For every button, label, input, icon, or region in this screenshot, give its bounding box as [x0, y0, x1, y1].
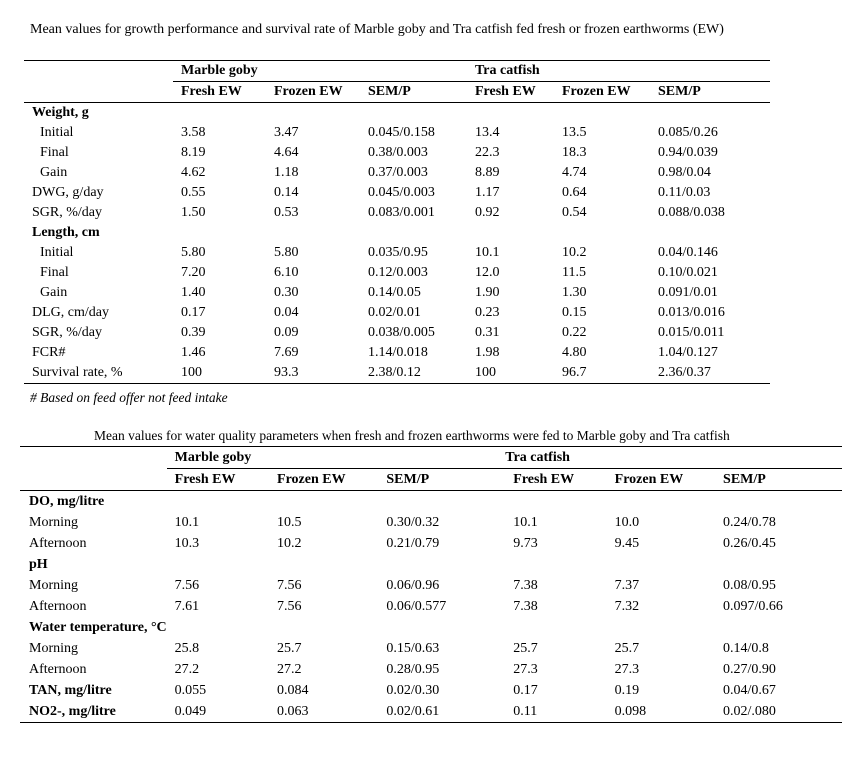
section-label: Length, cm: [32, 225, 100, 240]
table-cell: 0.15/0.63: [386, 641, 440, 656]
table-row: [24, 263, 770, 283]
group-header-marble-goby: Marble goby: [173, 61, 475, 82]
table-cell: 0.15: [562, 305, 587, 320]
table-cell: 0.31: [475, 325, 500, 340]
table-row: [24, 363, 770, 384]
table-cell: 7.20: [181, 265, 206, 280]
row-label: Afternoon: [29, 536, 87, 551]
empty-cell: [475, 223, 562, 243]
table-cell: 27.2: [174, 662, 200, 677]
section-label: pH: [29, 557, 48, 572]
table-cell: 0.10/0.021: [658, 265, 718, 280]
table-cell: 7.32: [614, 599, 640, 614]
table-cell: 0.097/0.66: [723, 599, 783, 614]
table-cell: 0.02/0.30: [386, 683, 440, 698]
table-cell: 96.7: [562, 363, 658, 384]
table-row: [24, 343, 770, 363]
table-cell: 7.56: [277, 599, 302, 614]
table-cell: 27.3: [614, 662, 640, 677]
row-label: Final: [40, 145, 69, 160]
table-cell: 0.38/0.003: [368, 145, 428, 160]
table-cell: 5.80: [274, 245, 299, 260]
section-row: [20, 617, 842, 638]
table-cell: 0.92: [475, 205, 500, 220]
table-cell: 0.02/0.01: [368, 305, 421, 320]
table-cell: 2.38/0.12: [360, 363, 475, 384]
col-header: Frozen EW: [607, 469, 715, 491]
table-cell: 0.64: [562, 185, 587, 200]
section-label: Weight, g: [32, 105, 89, 120]
table-cell: 18.3: [562, 145, 587, 160]
empty-cell: [269, 617, 378, 638]
col-header: SEM/P: [378, 469, 505, 491]
col-header: SEM/P: [658, 82, 770, 103]
row-label: DLG, cm/day: [32, 305, 109, 320]
table-cell: 10.2: [562, 245, 587, 260]
table-cell: 0.083/0.001: [368, 205, 435, 220]
section-label: DO, mg/litre: [29, 494, 105, 509]
table-cell: 4.64: [274, 145, 299, 160]
row-label: Survival rate, %: [24, 363, 173, 384]
row-label: FCR#: [32, 345, 66, 360]
empty-cell: [715, 491, 842, 513]
table-cell: 1.98: [475, 345, 500, 360]
table-row: [20, 659, 842, 680]
empty-cell: [378, 617, 505, 638]
section-row: [24, 223, 770, 243]
table-cell: 0.035/0.95: [368, 245, 428, 260]
table-row: [20, 533, 842, 554]
table-row: [24, 183, 770, 203]
table-cell: 0.085/0.26: [658, 125, 718, 140]
table-cell: 10.0: [614, 515, 640, 530]
empty-cell: [658, 223, 770, 243]
empty-cell: [266, 103, 360, 124]
table-cell: 8.89: [475, 165, 500, 180]
table-cell: 0.14/0.8: [723, 641, 769, 656]
table-cell: 0.02/.080: [715, 701, 842, 723]
table-row: [20, 680, 842, 701]
group-header-tra-catfish: Tra catfish: [505, 447, 842, 469]
table-cell: 9.45: [614, 536, 640, 551]
table-cell: 0.02/0.61: [378, 701, 505, 723]
table2-caption: Mean values for water quality parameters when fresh and frozen earthworms were fed to Marble goby and Tra catfish: [94, 428, 730, 443]
table-cell: 0.04/0.67: [723, 683, 776, 698]
table-cell: 4.80: [562, 345, 587, 360]
empty-cell: [475, 103, 562, 124]
table-cell: 22.3: [475, 145, 500, 160]
row-label: Initial: [40, 245, 74, 260]
table-cell: 0.94/0.039: [658, 145, 718, 160]
empty-cell: [562, 103, 658, 124]
table-cell: 0.54: [562, 205, 587, 220]
table-cell: 0.06/0.577: [386, 599, 447, 614]
table-cell: 1.17: [475, 185, 500, 200]
table-cell: 0.28/0.95: [386, 662, 440, 677]
empty-cell: [269, 491, 378, 513]
table1-footnote: # Based on feed offer not feed intake: [30, 390, 228, 405]
table-cell: 0.04/0.146: [658, 245, 718, 260]
table-cell: 3.58: [181, 125, 206, 140]
table-cell: 100: [173, 363, 266, 384]
table-cell: 0.06/0.96: [386, 578, 440, 593]
table-cell: 1.50: [181, 205, 206, 220]
table-row: [24, 323, 770, 343]
section-row: [20, 554, 842, 575]
col-header: Frozen EW: [266, 82, 360, 103]
row-label: TAN, mg/litre: [29, 683, 112, 698]
table-cell: 0.038/0.005: [368, 325, 435, 340]
row-label: Initial: [40, 125, 74, 140]
row-label: Gain: [40, 165, 68, 180]
table-cell: 3.47: [274, 125, 299, 140]
empty-cell: [658, 103, 770, 124]
empty-cell: [360, 103, 475, 124]
table-cell: 7.38: [513, 599, 538, 614]
table-cell: 0.013/0.016: [658, 305, 725, 320]
table-cell: 10.5: [277, 515, 302, 530]
table-cell: 0.53: [274, 205, 299, 220]
table1-caption: Mean values for growth performance and survival rate of Marble goby and Tra catfish fed fresh or frozen earthworms (EW): [30, 22, 724, 37]
empty-cell: [505, 491, 606, 513]
table-cell: 0.04: [274, 305, 299, 320]
empty-cell: [607, 491, 715, 513]
empty-cell: [173, 103, 266, 124]
empty-cell: [378, 491, 505, 513]
table-cell: 10.1: [174, 515, 200, 530]
section-label: Water temperature, °C: [29, 620, 167, 635]
col-header: Frozen EW: [269, 469, 378, 491]
group-header-tra-catfish: Tra catfish: [475, 61, 770, 82]
group-header-row: [24, 61, 770, 82]
table-row: [24, 123, 770, 143]
table-row: [24, 163, 770, 183]
table-cell: 0.24/0.78: [723, 515, 776, 530]
empty-cell: [167, 617, 269, 638]
table-cell: 0.045/0.158: [368, 125, 435, 140]
table-cell: 0.11: [505, 701, 606, 723]
table-cell: 0.11/0.03: [658, 185, 711, 200]
table-row: [20, 638, 842, 659]
row-label: Afternoon: [29, 599, 87, 614]
col-header: SEM/P: [715, 469, 842, 491]
table-row: [20, 512, 842, 533]
row-label: Morning: [29, 641, 78, 656]
empty-cell: [378, 554, 505, 575]
table-row: [20, 575, 842, 596]
section-row: [20, 491, 842, 513]
table-cell: 0.17: [513, 683, 538, 698]
table-cell: 0.098: [607, 701, 715, 723]
table-cell: 25.7: [277, 641, 302, 656]
table-cell: 1.40: [181, 285, 206, 300]
empty-cell: [715, 617, 842, 638]
column-header-row: [24, 82, 770, 103]
empty-cell: [266, 223, 360, 243]
table-row: [24, 303, 770, 323]
column-header-row: [20, 469, 842, 491]
table-cell: 1.14/0.018: [368, 345, 428, 360]
table-cell: 8.19: [181, 145, 206, 160]
group-header-marble-goby: Marble goby: [167, 447, 506, 469]
table-cell: 10.3: [174, 536, 200, 551]
row-label: Gain: [40, 285, 68, 300]
table-cell: 4.74: [562, 165, 587, 180]
table-cell: 1.04/0.127: [658, 345, 718, 360]
empty-cell: [562, 223, 658, 243]
col-header: Fresh EW: [505, 469, 606, 491]
table-cell: 0.088/0.038: [658, 205, 725, 220]
empty-cell: [360, 223, 475, 243]
col-header: Frozen EW: [562, 82, 658, 103]
water-quality-table: [20, 446, 842, 723]
table-cell: 25.7: [614, 641, 640, 656]
row-label: Final: [40, 265, 69, 280]
col-header: Fresh EW: [167, 469, 269, 491]
table-cell: 13.5: [562, 125, 587, 140]
table-row: [20, 596, 842, 617]
table-cell: 1.90: [475, 285, 500, 300]
table-cell: 0.37/0.003: [368, 165, 428, 180]
table-cell: 10.1: [475, 245, 500, 260]
empty-cell: [607, 617, 715, 638]
table-cell: 7.69: [274, 345, 299, 360]
table-cell: 0.23: [475, 305, 500, 320]
row-label: DWG, g/day: [32, 185, 104, 200]
row-label: SGR, %/day: [32, 325, 102, 340]
empty-cell: [505, 617, 606, 638]
table-cell: 0.30/0.32: [386, 515, 440, 530]
table-cell: 0.08/0.95: [723, 578, 776, 593]
table-cell: 0.22: [562, 325, 587, 340]
table-cell: 0.084: [277, 683, 309, 698]
table-row: [20, 701, 842, 723]
table-cell: 0.55: [181, 185, 206, 200]
table-cell: 10.1: [513, 515, 538, 530]
row-label: Afternoon: [29, 662, 87, 677]
table-cell: 0.14: [274, 185, 299, 200]
table-cell: 4.62: [181, 165, 206, 180]
table-row: [24, 143, 770, 163]
table-cell: 1.18: [274, 165, 299, 180]
table-cell: 7.56: [174, 578, 200, 593]
row-label: NO2-, mg/litre: [20, 701, 167, 723]
section-row: [24, 103, 770, 124]
table-cell: 0.091/0.01: [658, 285, 718, 300]
table-cell: 0.12/0.003: [368, 265, 428, 280]
empty-cell: [167, 554, 269, 575]
empty-cell: [505, 554, 606, 575]
table-cell: 2.36/0.37: [658, 363, 770, 384]
growth-performance-table: [24, 60, 770, 384]
empty-cell: [173, 223, 266, 243]
col-header: Fresh EW: [173, 82, 266, 103]
table-row: [24, 283, 770, 303]
group-header-row: [20, 447, 842, 469]
col-header: Fresh EW: [475, 82, 562, 103]
row-label: Morning: [29, 578, 78, 593]
table-cell: 0.26/0.45: [723, 536, 776, 551]
table-cell: 25.8: [174, 641, 200, 656]
table-cell: 0.17: [181, 305, 206, 320]
col-header: SEM/P: [360, 82, 475, 103]
empty-cell: [715, 554, 842, 575]
row-label: SGR, %/day: [32, 205, 102, 220]
table-cell: 7.61: [174, 599, 200, 614]
table-cell: 25.7: [513, 641, 538, 656]
table-cell: 10.2: [277, 536, 302, 551]
empty-cell: [269, 554, 378, 575]
table-cell: 0.055: [174, 683, 207, 698]
table-cell: 0.27/0.90: [723, 662, 776, 677]
table-cell: 27.3: [513, 662, 538, 677]
table-cell: 7.38: [513, 578, 538, 593]
table-cell: 93.3: [266, 363, 360, 384]
table-row: [24, 243, 770, 263]
table-cell: 0.39: [181, 325, 206, 340]
table-cell: 0.30: [274, 285, 299, 300]
row-label: Morning: [29, 515, 78, 530]
table-cell: 0.049: [167, 701, 269, 723]
table-cell: 7.56: [277, 578, 302, 593]
table-cell: 0.063: [269, 701, 378, 723]
table-cell: 0.21/0.79: [386, 536, 440, 551]
table-cell: 13.4: [475, 125, 500, 140]
table-cell: 0.19: [614, 683, 640, 698]
table-cell: 0.045/0.003: [368, 185, 435, 200]
table-cell: 9.73: [513, 536, 538, 551]
table-cell: 0.14/0.05: [368, 285, 421, 300]
table-cell: 1.46: [181, 345, 206, 360]
table-cell: 1.30: [562, 285, 587, 300]
table-cell: 5.80: [181, 245, 206, 260]
table-cell: 0.09: [274, 325, 299, 340]
empty-cell: [607, 554, 715, 575]
table-cell: 12.0: [475, 265, 500, 280]
table-cell: 6.10: [274, 265, 299, 280]
table-cell: 0.015/0.011: [658, 325, 725, 340]
table-cell: 0.98/0.04: [658, 165, 711, 180]
empty-cell: [167, 491, 269, 513]
table-cell: 7.37: [614, 578, 640, 593]
table-row: [24, 203, 770, 223]
table-cell: 11.5: [562, 265, 586, 280]
table-cell: 100: [475, 363, 562, 384]
table-cell: 27.2: [277, 662, 302, 677]
